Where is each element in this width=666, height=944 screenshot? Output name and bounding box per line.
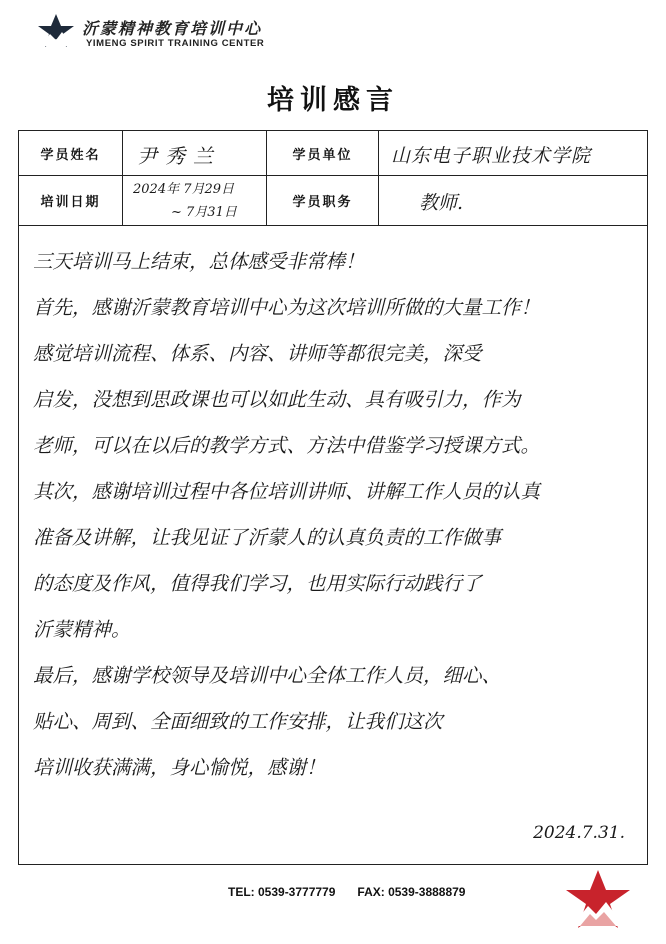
corner-star-mountain-icon xyxy=(562,868,634,932)
logo-english-text: YIMENG SPIRIT TRAINING CENTER xyxy=(86,38,265,49)
tel-text: TEL: 0539-3777779 xyxy=(228,885,336,899)
signature-date: 2024.7.31. xyxy=(533,823,625,843)
job-value: 教师. xyxy=(419,192,464,214)
unit-value: 山东电子职业技术学院 xyxy=(391,145,592,167)
contact-footer xyxy=(228,885,465,899)
unit-label: 学员单位 xyxy=(267,131,379,175)
star-mountain-logo-icon xyxy=(36,12,76,50)
name-value: 尹秀兰 xyxy=(137,144,221,168)
body-line: 老师，可以在以后的教学方式、方法中借鉴学习授课方式。 xyxy=(33,434,541,457)
body-line: 贴心、周到、全面细致的工作安排，让我们这次 xyxy=(33,710,443,733)
unit-cell xyxy=(379,131,647,175)
body-line: 准备及讲解，让我见证了沂蒙人的认真负责的工作做事 xyxy=(33,526,502,549)
body-line: 其次，感谢培训过程中各位培训讲师、讲解工作人员的认真 xyxy=(33,480,541,503)
body-line: 启发，没想到思政课也可以如此生动、具有吸引力，作为 xyxy=(33,388,521,411)
body-line: 培训收获满满，身心愉悦，感谢！ xyxy=(33,756,326,779)
form-row-date-job xyxy=(19,175,647,226)
body-line: 首先，感谢沂蒙教育培训中心为这次培训所做的大量工作！ xyxy=(33,296,541,319)
form-row-name-unit xyxy=(19,131,647,176)
job-cell xyxy=(379,175,647,225)
page-title: 培训感言 xyxy=(267,85,399,116)
logo-chinese-text: 沂蒙精神教育培训中心 xyxy=(82,19,263,38)
body-line: 的态度及作风，值得我们学习，也用实际行动践行了 xyxy=(33,572,482,595)
name-label: 学员姓名 xyxy=(19,131,123,175)
body-line: 沂蒙精神。 xyxy=(33,618,131,641)
body-line: 三天培训马上结束，总体感受非常棒！ xyxy=(33,250,365,273)
fax-text: FAX: 0539-3888879 xyxy=(357,885,466,899)
date-end-value: ~ 7月31日 xyxy=(171,205,237,220)
body-line: 最后，感谢学校领导及培训中心全体工作人员，细心、 xyxy=(33,664,502,687)
feedback-form xyxy=(18,130,648,865)
center-logo xyxy=(36,8,336,54)
body-line: 感觉培训流程、体系、内容、讲师等都很完美，深受 xyxy=(33,342,482,365)
date-cell xyxy=(123,175,267,225)
date-start-value: 2024年 7月29日 xyxy=(133,182,235,197)
date-label: 培训日期 xyxy=(19,175,123,225)
feedback-body xyxy=(33,239,645,791)
job-label: 学员职务 xyxy=(267,175,379,225)
name-cell xyxy=(123,131,267,175)
